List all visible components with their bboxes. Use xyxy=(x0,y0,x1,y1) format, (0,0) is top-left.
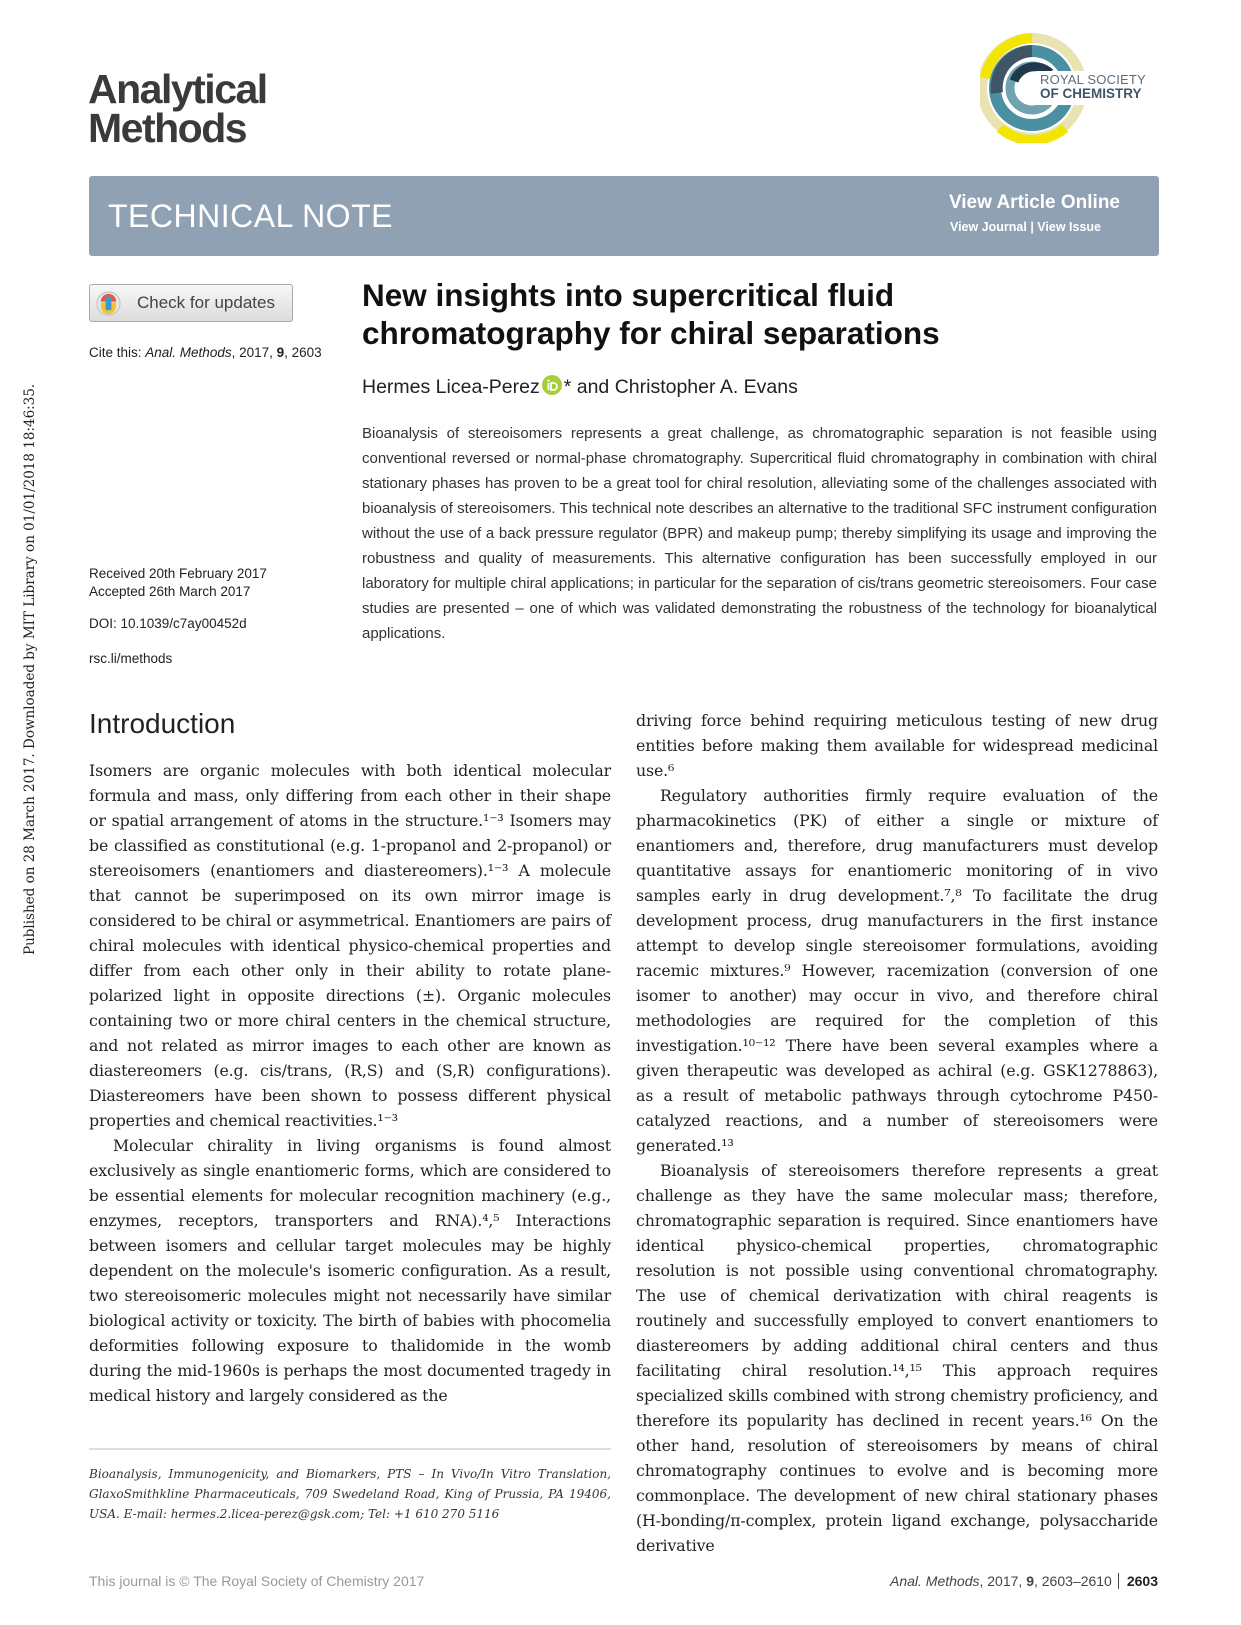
paragraph: Bioanalysis of stereoisomers therefore represents a great challenge as they have the same molecular mass; therefore, chromatographic separation is required. Since enantiomers have identical physico-chemical properties, chromatographic resolution is not possible using conventional chromatography. The use of chemical derivatization with chiral reagents is routinely and successfully employed to convert enantiomers to diastereomers by adding additional chiral centers and thus facilitating chiral resolution.¹⁴,¹⁵ This approach requires specialized skills combined with strong chemistry proficiency, and therefore its popularity has declined in recent years.¹⁶ On the other hand, resolution of stereoisomers by means of chiral chromatography continues to evolve and is becoming more commonplace. The development of new chiral stationary phases (H-bonding/π-complex, protein ligand exchange, polysaccharide derivative xyxy=(636,1161,1158,1555)
body-column-right xyxy=(636,708,1158,1558)
cite-page: , 2603 xyxy=(284,345,322,360)
journal-title-line2: Methods xyxy=(88,105,247,151)
journal-title-line1: Analytical xyxy=(88,66,267,112)
download-notice-text: Published on 28 March 2017. Downloaded by MIT Library on 01/01/2018 18:46:35. xyxy=(22,383,38,955)
authors xyxy=(362,375,798,399)
paragraph: Isomers are organic molecules with both identical molecular formula and mass, only differing from each other in their shape or spatial arrangement of atoms in the structure.¹⁻³ Isomers may be classified as constitutional (e.g. 1-propanol and 2-propanol) or stereoisomers (enantiomers and diastereomers).¹⁻³ A molecule that cannot be superimposed on its own mirror image is considered to be chiral or asymmetrical. Enantiomers are pairs of chiral molecules with identical physico-chemical properties and differ from each other only in their ability to rotate plane-polarized light in opposite directions (±). Organic molecules containing two or more chiral centers in the chemical structure, and not related as mirror images to each other are known as diastereomers (e.g. cis/trans, (R,S) and (S,R) configurations). Diastereomers have been shown to possess different physical properties and chemical reactivities.¹⁻³ xyxy=(89,761,611,1130)
view-article-online-link[interactable]: View Article Online xyxy=(948,192,1120,213)
paragraph: Molecular chirality in living organisms is found almost exclusively as single enantiomeric forms, which are considered to be essential elements for molecular recognition machinery (e.g., enzymes, receptors, transporters and RNA).⁴,⁵ Interactions between isomers and cellular target molecules may be highly dependent on the molecule's isomeric configuration. As a result, two stereoisomeric molecules might not necessarily have similar biological activity or toxicity. The birth of babies with phocomelia deformities following exposure to thalidomide in the womb during the mid-1960s is perhaps the most documented tragedy in medical history and largely considered as the xyxy=(89,1136,611,1405)
article-title-line1: New insights into supercritical fluid xyxy=(362,277,895,313)
orcid-icon[interactable] xyxy=(542,375,562,395)
received-date: Received 20th February 2017 xyxy=(89,566,267,581)
article-type-banner xyxy=(89,176,1159,256)
footer-year: , 2017, xyxy=(979,1573,1027,1589)
cite-volume: 9 xyxy=(276,345,285,360)
footer-volume: 9 xyxy=(1026,1573,1034,1589)
body-column-left xyxy=(89,758,611,1408)
banner-link-separator: | xyxy=(1026,220,1038,234)
check-for-updates-button[interactable] xyxy=(89,284,293,322)
footnote-divider xyxy=(89,1448,611,1450)
crossmark-icon xyxy=(96,291,121,316)
journal-link[interactable]: rsc.li/methods xyxy=(89,651,173,666)
journal-title[interactable] xyxy=(88,66,267,151)
abstract xyxy=(362,421,1157,646)
cite-year: , 2017, xyxy=(231,345,277,360)
check-for-updates-label: Check for updates xyxy=(137,293,275,312)
abstract-text: Bioanalysis of stereoisomers represents a great challenge, as chromatographic separation is not feasible using conventional reversed or normal-phase chromatography. Supercritical fluid chromatography in combination with chiral stationary phases has proven to be a great tool for chiral resolution, alleviating some of the challenges associated with bioanalysis of stereoisomers. This technical note describes an alternative to the traditional SFC instrument configuration without the use of a back pressure regulator (BPR) and makeup pump; thereby simplifying its usage and improving the robustness and quality of measurements. This alternative configuration has been successfully employed in our laboratory for multiple chiral applications; in particular for the separation of cis/trans geometric stereoisomers. Four case studies are presented – one of which was validated demonstrating the robustness of the technology for bioanalytical applications. xyxy=(362,425,1157,642)
article-title xyxy=(362,276,1102,352)
view-journal-link[interactable]: View Journal xyxy=(949,220,1027,234)
section-heading-introduction: Introduction xyxy=(89,708,236,739)
rsc-wordmark xyxy=(1040,73,1146,101)
paragraph: Regulatory authorities firmly require evaluation of the pharmacokinetics (PK) of either a single or mixture of enantiomers and, therefore, drug manufacturers must develop quantitative assays for enantiomeric monitoring of in vivo samples early in drug development.⁷,⁸ To facilitate the drug development process, drug manufacturers in the first instance attempt to develop single stereoisomer formulations, avoiding racemic mixtures.⁹ However, racemization (conversion of one isomer to another) may occur in vivo, and therefore chiral methodologies are required for the completion of this investigation.¹⁰⁻¹² There have been several examples where a given therapeutic was developed as achiral (e.g. GSK1278863), as a result of metabolic pathways through cytochrome P450-catalyzed reactions, and a number of stereoisomers were generated.¹³ xyxy=(636,786,1158,1155)
accepted-date: Accepted 26th March 2017 xyxy=(89,584,251,599)
banner-links xyxy=(950,220,1101,234)
corresponding-author-mark: * xyxy=(563,376,572,398)
footer-pages: , 2603–2610 xyxy=(1033,1573,1112,1589)
paragraph: driving force behind requiring meticulous testing of new drug entities before making them available for widespread medicinal use.⁶ xyxy=(636,711,1158,780)
cite-prefix: Cite this: xyxy=(89,345,146,360)
view-issue-link[interactable]: View Issue xyxy=(1037,220,1101,234)
cite-journal: Anal. Methods xyxy=(145,345,232,360)
author-2[interactable]: and Christopher A. Evans xyxy=(571,376,798,398)
history xyxy=(89,565,267,601)
affiliation-footnote: Bioanalysis, Immunogenicity, and Biomarkers, PTS – In Vivo/In Vitro Translation, GlaxoSmithkline Pharmaceuticals, 709 Swedeland Road, King of Prussia, PA 19406, USA. E-mail: hermes.2.licea-perez@gsk.com; Tel: +1 610 270 5116 xyxy=(89,1467,611,1521)
rsc-line2: OF CHEMISTRY xyxy=(1040,86,1142,101)
footer-journal: Anal. Methods xyxy=(889,1573,980,1589)
article-title-line2: chromatography for chiral separations xyxy=(362,315,940,351)
page-number: 2603 xyxy=(1118,1573,1158,1589)
rsc-line1: ROYAL SOCIETY xyxy=(1040,72,1146,87)
citation xyxy=(89,345,322,360)
page-citation-footer xyxy=(890,1573,1158,1589)
doi[interactable]: DOI: 10.1039/c7ay00452d xyxy=(89,616,247,631)
author-1[interactable]: Hermes Licea-Perez xyxy=(362,376,540,398)
article-type: TECHNICAL NOTE xyxy=(108,198,393,234)
rsc-logo[interactable] xyxy=(990,33,1165,143)
copyright-footer: This journal is © The Royal Society of Chemistry 2017 xyxy=(89,1573,425,1589)
